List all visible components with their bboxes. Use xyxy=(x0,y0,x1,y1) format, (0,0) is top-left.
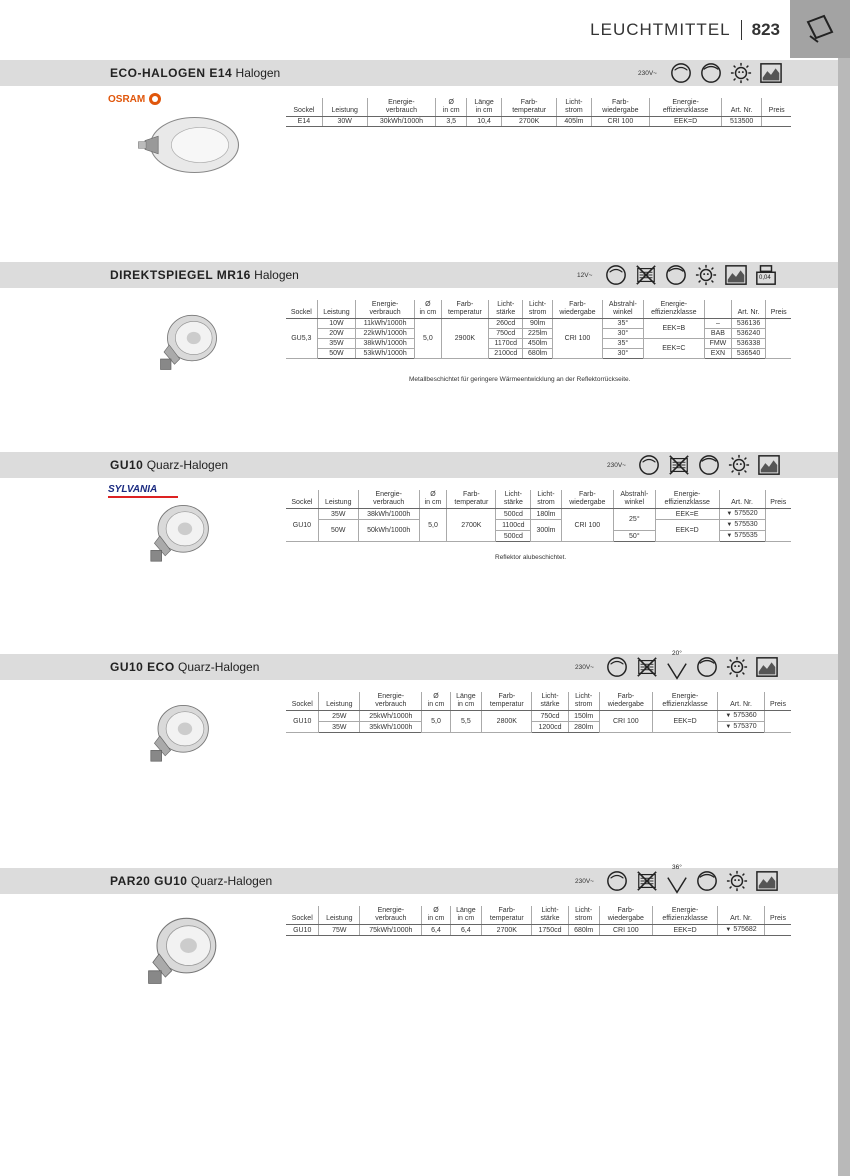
column-header: Farb- wiedergabe xyxy=(599,906,652,925)
side-tab-bar xyxy=(838,0,850,1176)
cell: 2100cd xyxy=(489,349,523,359)
cell: 35° xyxy=(603,339,643,349)
cell: – xyxy=(705,319,732,329)
column-header xyxy=(705,300,732,319)
column-header: Farb- temperatur xyxy=(441,300,489,319)
osram-bulb-icon xyxy=(148,92,162,106)
cell: 50W xyxy=(318,520,358,542)
cell: 2800K xyxy=(482,711,532,733)
sun-icon xyxy=(728,454,750,476)
column-header: Energie- verbrauch xyxy=(360,692,422,711)
cell: 5,0 xyxy=(419,509,447,542)
cell: 75kWh/1000h xyxy=(360,925,422,936)
gu10-reflector-image xyxy=(140,500,212,572)
art-cell: ▼ 575360 xyxy=(718,711,765,722)
cell: 750cd xyxy=(532,711,568,722)
cell: 225lm xyxy=(523,329,552,339)
cell: 25° xyxy=(613,509,655,531)
cell: 5,0 xyxy=(415,319,442,359)
column-header: Farb- wiedergabe xyxy=(599,692,652,711)
category-tab xyxy=(790,0,850,58)
dimmable-icon xyxy=(638,454,660,476)
cell: 30kWh/1000h xyxy=(367,117,436,127)
column-header: Farb- wiedergabe xyxy=(561,490,613,509)
no-box-icon xyxy=(636,656,658,678)
column-header: Länge in cm xyxy=(450,906,482,925)
cell: 2700K xyxy=(482,925,532,936)
dimmable-icon xyxy=(605,264,627,286)
cell: 1200cd xyxy=(532,722,568,733)
column-header: Sockel xyxy=(286,906,319,925)
beam-angle-icon: 36° xyxy=(666,870,688,892)
mr16-reflector-image xyxy=(150,310,220,380)
price-cell xyxy=(766,319,791,359)
column-header: Ø in cm xyxy=(415,300,442,319)
cell: EEK=E xyxy=(655,509,719,520)
column-header: Preis xyxy=(765,692,792,711)
spec-table-direktspiegel xyxy=(286,300,791,359)
cell: CRI 100 xyxy=(599,711,652,733)
cell: EEK=C xyxy=(643,339,705,359)
cell: EEK=D xyxy=(655,520,719,542)
voltage-label: 230V~ xyxy=(575,878,594,885)
column-header: Licht- strom xyxy=(568,692,599,711)
column-header: Preis xyxy=(765,906,792,925)
sun-icon xyxy=(730,62,752,84)
section-band-gu10 xyxy=(0,452,838,478)
product-note: Metallbeschichtet für geringere Wärmeentwicklung an der Reflektorrückseite. xyxy=(409,376,631,383)
feature-icons xyxy=(670,62,782,84)
spec-table-gu10 xyxy=(286,490,791,542)
column-header: Licht- strom xyxy=(557,98,591,117)
product-note: Reflektor alubeschichtet. xyxy=(495,554,567,561)
column-header: Licht- stärke xyxy=(532,692,568,711)
section-heading: ECO-HALOGEN E14 Halogen xyxy=(110,66,281,80)
cell: 11kWh/1000h xyxy=(356,319,415,329)
feature-icons xyxy=(606,650,778,678)
section-title: LEUCHTMITTEL xyxy=(590,20,731,39)
column-header: Farb- temperatur xyxy=(482,692,532,711)
cell: BAB xyxy=(705,329,732,339)
section-band-eco-halogen xyxy=(0,60,838,86)
column-header: Ø in cm xyxy=(422,692,450,711)
voltage-label: 230V~ xyxy=(638,70,657,77)
dimmable-icon xyxy=(606,870,628,892)
section-band-gu10-eco xyxy=(0,650,838,680)
no-uv-icon xyxy=(700,62,722,84)
cell: 30° xyxy=(603,349,643,359)
cell: 35W xyxy=(319,722,360,733)
no-uv-icon xyxy=(665,264,687,286)
column-header: Leistung xyxy=(317,300,355,319)
cell: EEK=B xyxy=(643,319,705,339)
no-uv-icon xyxy=(696,870,718,892)
column-header: Leistung xyxy=(322,98,367,117)
column-header: Länge in cm xyxy=(450,692,482,711)
sockel-cell: GU10 xyxy=(286,711,319,733)
cell: 25W xyxy=(319,711,360,722)
cell: 6,4 xyxy=(450,925,482,936)
cell: 680lm xyxy=(523,349,552,359)
cell: EEK=D xyxy=(650,117,722,127)
column-header: Licht- strom xyxy=(568,906,599,925)
cell: 405lm xyxy=(557,117,591,127)
cell: CRI 100 xyxy=(599,925,652,936)
cell: 536136 xyxy=(731,319,766,329)
cell: 536540 xyxy=(731,349,766,359)
column-header: Art. Nr. xyxy=(721,98,761,117)
cell: CRI 100 xyxy=(591,117,650,127)
cell: 10W xyxy=(317,319,355,329)
cell xyxy=(765,925,792,936)
cell: 38kWh/1000h xyxy=(358,509,419,520)
column-header: Preis xyxy=(762,98,791,117)
column-header: Abstrahl- winkel xyxy=(603,300,643,319)
section-heading: GU10 ECO Quarz-Halogen xyxy=(110,660,260,674)
feature-icons xyxy=(605,264,777,286)
art-cell: ▼ 575530 xyxy=(719,520,765,531)
column-header: Sockel xyxy=(286,98,322,117)
column-header: Ø in cm xyxy=(436,98,467,117)
column-header: Art. Nr. xyxy=(719,490,765,509)
cell: 450lm xyxy=(523,339,552,349)
cell: 536240 xyxy=(731,329,766,339)
cell: 150lm xyxy=(568,711,599,722)
cell: 3,5 xyxy=(436,117,467,127)
cell: 50W xyxy=(317,349,355,359)
energy-chart-icon xyxy=(756,656,778,678)
no-box-icon xyxy=(668,454,690,476)
cell: EEK=D xyxy=(652,925,717,936)
column-header: Sockel xyxy=(286,300,317,319)
energy-chart-icon xyxy=(725,264,747,286)
column-header: Licht- strom xyxy=(523,300,552,319)
column-header: Preis xyxy=(766,300,791,319)
spec-table-gu10-eco xyxy=(286,692,791,733)
spec-table-eco-halogen xyxy=(286,98,791,127)
column-header: Licht- stärke xyxy=(489,300,523,319)
cell: GU10 xyxy=(286,925,319,936)
packaging-icon: 0,04 xyxy=(755,264,777,286)
sun-icon xyxy=(726,870,748,892)
cell: 30W xyxy=(322,117,367,127)
column-header: Energie- effizienzklasse xyxy=(650,98,722,117)
column-header: Sockel xyxy=(286,692,319,711)
cell: CRI 100 xyxy=(561,509,613,542)
energy-chart-icon xyxy=(760,62,782,84)
cell: 25kWh/1000h xyxy=(360,711,422,722)
art-cell: ▼ 575535 xyxy=(719,531,765,542)
cell: 20W xyxy=(317,329,355,339)
spec-table-par20 xyxy=(286,906,791,936)
column-header: Farb- temperatur xyxy=(501,98,556,117)
section-heading: PAR20 GU10 Quarz-Halogen xyxy=(110,874,273,888)
column-header: Energie- verbrauch xyxy=(367,98,436,117)
cell: 500cd xyxy=(496,531,531,542)
page-header xyxy=(590,20,780,40)
spotlight-icon xyxy=(804,14,836,44)
art-cell: ▼ 575370 xyxy=(718,722,765,733)
price-cell xyxy=(765,711,792,733)
column-header: Ø in cm xyxy=(419,490,447,509)
column-header: Farb- temperatur xyxy=(447,490,496,509)
dimmable-icon xyxy=(606,656,628,678)
section-band-par20 xyxy=(0,864,838,894)
sylvania-logo: SYLVANIA xyxy=(108,484,178,498)
sockel-cell: GU5,3 xyxy=(286,319,317,359)
column-header: Energie- effizienzklasse xyxy=(643,300,705,319)
cell: EXN xyxy=(705,349,732,359)
cell: 260cd xyxy=(489,319,523,329)
cell: 2700K xyxy=(501,117,556,127)
no-box-icon xyxy=(635,264,657,286)
cell: 35kWh/1000h xyxy=(360,722,422,733)
price-cell xyxy=(765,509,791,542)
cell: 30° xyxy=(603,329,643,339)
cell: EEK=D xyxy=(652,711,717,733)
column-header: Licht- stärke xyxy=(496,490,531,509)
column-header: Farb- wiedergabe xyxy=(591,98,650,117)
cell: CRI 100 xyxy=(552,319,602,359)
column-header: Leistung xyxy=(319,692,360,711)
cell: 2900K xyxy=(441,319,489,359)
cell: 90lm xyxy=(523,319,552,329)
cell: 53kWh/1000h xyxy=(356,349,415,359)
column-header: Energie- verbrauch xyxy=(360,906,422,925)
cell: FMW xyxy=(705,339,732,349)
sockel-cell: GU10 xyxy=(286,509,318,542)
cell: 5,0 xyxy=(422,711,450,733)
cell: 680lm xyxy=(568,925,599,936)
sun-icon xyxy=(695,264,717,286)
cell: 280lm xyxy=(568,722,599,733)
cell: ▼ 575682 xyxy=(718,925,765,936)
cell: 2700K xyxy=(447,509,496,542)
beam-angle-icon: 20° xyxy=(666,656,688,678)
osram-logo: OSRAM xyxy=(108,92,162,106)
column-header: Leistung xyxy=(318,490,358,509)
column-header: Energie- effizienzklasse xyxy=(652,692,717,711)
cell: 300lm xyxy=(531,520,562,542)
column-header: Art. Nr. xyxy=(718,692,765,711)
cell: 513500 xyxy=(721,117,761,127)
column-header: Farb- wiedergabe xyxy=(552,300,602,319)
column-header: Sockel xyxy=(286,490,318,509)
column-header: Länge in cm xyxy=(467,98,502,117)
column-header: Ø in cm xyxy=(422,906,450,925)
feature-icons xyxy=(638,454,780,476)
cell: 750cd xyxy=(489,329,523,339)
voltage-label: 12V~ xyxy=(577,272,593,279)
column-header: Art. Nr. xyxy=(731,300,766,319)
cell: 5,5 xyxy=(450,711,482,733)
par20-reflector-image xyxy=(136,912,220,996)
column-header: Abstrahl- winkel xyxy=(613,490,655,509)
cell: 22kWh/1000h xyxy=(356,329,415,339)
cell xyxy=(762,117,791,127)
column-header: Energie- effizienzklasse xyxy=(655,490,719,509)
column-header: Energie- verbrauch xyxy=(356,300,415,319)
cell: E14 xyxy=(286,117,322,127)
page-number: 823 xyxy=(751,20,780,39)
cell: 38kWh/1000h xyxy=(356,339,415,349)
section-band-direktspiegel xyxy=(0,262,838,288)
column-header: Licht- strom xyxy=(531,490,562,509)
energy-chart-icon xyxy=(756,870,778,892)
no-box-icon xyxy=(636,870,658,892)
voltage-label: 230V~ xyxy=(607,462,626,469)
cell: 1170cd xyxy=(489,339,523,349)
column-header: Licht- stärke xyxy=(532,906,568,925)
cell: 500cd xyxy=(496,509,531,520)
voltage-label: 230V~ xyxy=(575,664,594,671)
cell: 35W xyxy=(318,509,358,520)
cell: 10,4 xyxy=(467,117,502,127)
no-uv-icon xyxy=(698,454,720,476)
column-header: Energie- verbrauch xyxy=(358,490,419,509)
cell: 536338 xyxy=(731,339,766,349)
gu10-eco-reflector-image xyxy=(140,700,212,772)
section-heading: DIREKTSPIEGEL MR16 Halogen xyxy=(110,268,299,282)
cell: 1750cd xyxy=(532,925,568,936)
energy-chart-icon xyxy=(758,454,780,476)
column-header: Preis xyxy=(765,490,791,509)
cell: 75W xyxy=(319,925,360,936)
cell: 50° xyxy=(613,531,655,542)
cell: 1100cd xyxy=(496,520,531,531)
section-heading: GU10 Quarz-Halogen xyxy=(110,458,229,472)
column-header: Energie- effizienzklasse xyxy=(652,906,717,925)
feature-icons xyxy=(606,864,778,892)
cell: 50kWh/1000h xyxy=(358,520,419,542)
cell: 35° xyxy=(603,319,643,329)
cell: 35W xyxy=(317,339,355,349)
dimmable-icon xyxy=(670,62,692,84)
art-cell: ▼ 575520 xyxy=(719,509,765,520)
column-header: Leistung xyxy=(319,906,360,925)
candle-bulb-image xyxy=(134,112,244,178)
column-header: Farb- temperatur xyxy=(482,906,532,925)
sun-icon xyxy=(726,656,748,678)
column-header: Art. Nr. xyxy=(718,906,765,925)
no-uv-icon xyxy=(696,656,718,678)
cell: 6,4 xyxy=(422,925,450,936)
cell: 180lm xyxy=(531,509,562,520)
header-divider xyxy=(741,20,742,40)
